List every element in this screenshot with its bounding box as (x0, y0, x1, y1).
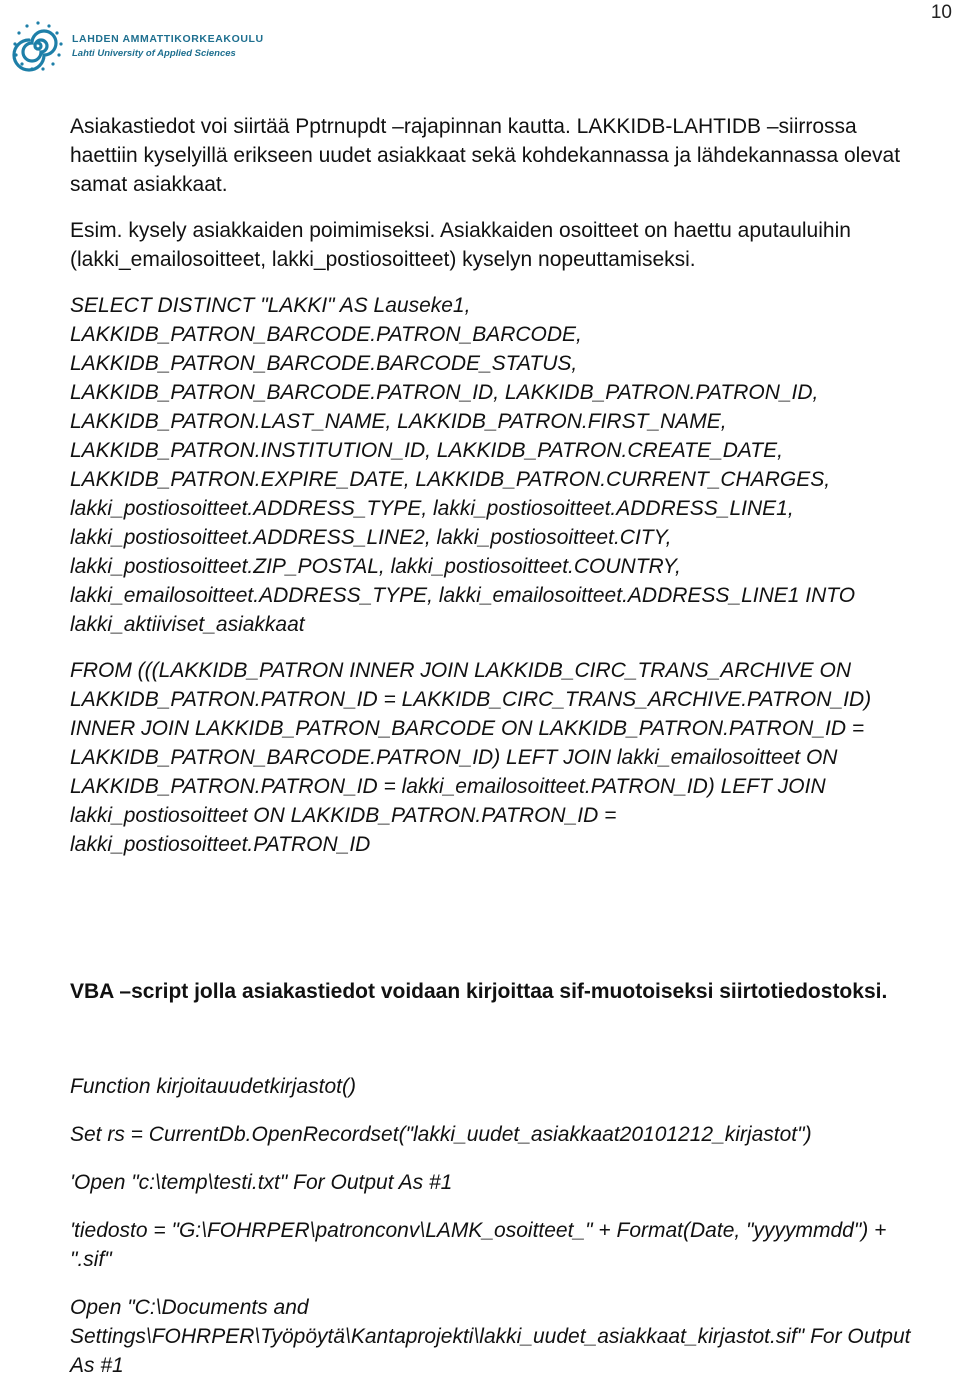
text-line: Asiakastiedot voi siirtää Pptrnupdt –rajapinnan kautta. LAKKIDB-LAHTIDB –siirrossa (70, 115, 857, 138)
sql-line: lakki_postiosoitteet.ADDRESS_TYPE, lakki_postiosoitteet.ADDRESS_LINE1, (70, 497, 794, 520)
text-line: samat asiakkaat. (70, 173, 228, 196)
vba-line: Open "C:\Documents and (70, 1296, 309, 1319)
sql-line: lakki_postiosoitteet.ADDRESS_LINE2, lakki_postiosoitteet.CITY, (70, 526, 672, 549)
sql-line: LAKKIDB_PATRON_BARCODE.BARCODE_STATUS, (70, 352, 578, 375)
sql-select-block (70, 291, 950, 639)
vba-line: ".sif" (70, 1248, 112, 1271)
sql-line: SELECT DISTINCT "LAKKI" AS Lauseke1, (70, 294, 471, 317)
document-body (70, 112, 950, 1380)
sql-from-block (70, 656, 950, 859)
sql-line: lakki_postiosoitteet ON LAKKIDB_PATRON.PATRON_ID = (70, 804, 617, 827)
vba-line: As #1 (70, 1354, 124, 1377)
sql-line: LAKKIDB_PATRON.LAST_NAME, LAKKIDB_PATRON.FIRST_NAME, (70, 410, 727, 433)
logo-name: LAHDEN AMMATTIKORKEAKOULU (72, 33, 264, 45)
spiral-logo-icon (12, 20, 64, 72)
sql-line: LAKKIDB_PATRON_BARCODE.PATRON_ID, LAKKIDB_PATRON.PATRON_ID, (70, 381, 819, 404)
sql-line: lakki_aktiiviset_asiakkaat (70, 613, 305, 636)
vba-set-line: Set rs = CurrentDb.OpenRecordset("lakki_uudet_asiakkaat20101212_kirjastot") (70, 1123, 812, 1146)
university-logo (12, 16, 264, 76)
logo-text (72, 34, 264, 58)
vba-open-block (70, 1293, 950, 1380)
sql-line: INNER JOIN LAKKIDB_PATRON_BARCODE ON LAKKIDB_PATRON.PATRON_ID = (70, 717, 865, 740)
text-line: Esim. kysely asiakkaiden poimimiseksi. Asiakkaiden osoitteet on haettu aputauluihin (70, 219, 851, 242)
sql-line: LAKKIDB_PATRON_BARCODE.PATRON_BARCODE, (70, 323, 582, 346)
text-line: haettiin kyselyillä erikseen uudet asiakkaat sekä kohdekannassa ja lähdekannassa olevat (70, 144, 901, 167)
sql-line: LAKKIDB_PATRON_BARCODE.PATRON_ID) LEFT JOIN lakki_emailosoitteet ON (70, 746, 838, 769)
page-number: 10 (930, 2, 952, 23)
intro-paragraph (70, 112, 950, 199)
vba-tiedosto-block (70, 1216, 950, 1274)
vba-open-comment: 'Open "c:\temp\testi.txt" For Output As #1 (70, 1171, 453, 1194)
sql-line: FROM (((LAKKIDB_PATRON INNER JOIN LAKKIDB_CIRC_TRANS_ARCHIVE ON (70, 659, 852, 682)
sql-line: lakki_postiosoitteet.ZIP_POSTAL, lakki_postiosoitteet.COUNTRY, (70, 555, 681, 578)
sql-line: lakki_emailosoitteet.ADDRESS_TYPE, lakki_emailosoitteet.ADDRESS_LINE1 INTO (70, 584, 856, 607)
sql-line: LAKKIDB_PATRON.PATRON_ID = lakki_emailosoitteet.PATRON_ID) LEFT JOIN (70, 775, 826, 798)
vba-line: 'tiedosto = "G:\FOHRPER\patronconv\LAMK_osoitteet_" + Format(Date, "yyyymmdd") + (70, 1219, 887, 1242)
vba-heading: VBA –script jolla asiakastiedot voidaan kirjoittaa sif-muotoiseksi siirtotiedostoksi. (70, 980, 888, 1003)
sql-line: LAKKIDB_PATRON.PATRON_ID = LAKKIDB_CIRC_TRANS_ARCHIVE.PATRON_ID) (70, 688, 872, 711)
sql-line: LAKKIDB_PATRON.INSTITUTION_ID, LAKKIDB_PATRON.CREATE_DATE, (70, 439, 783, 462)
sql-line: lakki_postiosoitteet.PATRON_ID (70, 833, 371, 856)
text-line: (lakki_emailosoitteet, lakki_postiosoitteet) kyselyn nopeuttamiseksi. (70, 248, 696, 271)
logo-subtitle: Lahti University of Applied Sciences (72, 47, 236, 59)
sql-line: LAKKIDB_PATRON.EXPIRE_DATE, LAKKIDB_PATRON.CURRENT_CHARGES, (70, 468, 831, 491)
vba-function-line: Function kirjoitauudetkirjastot() (70, 1075, 356, 1098)
vba-line: Settings\FOHRPER\Työpöytä\Kantaprojekti\lakki_uudet_asiakkaat_kirjastot.sif" For Output (70, 1325, 911, 1348)
example-paragraph (70, 216, 950, 274)
